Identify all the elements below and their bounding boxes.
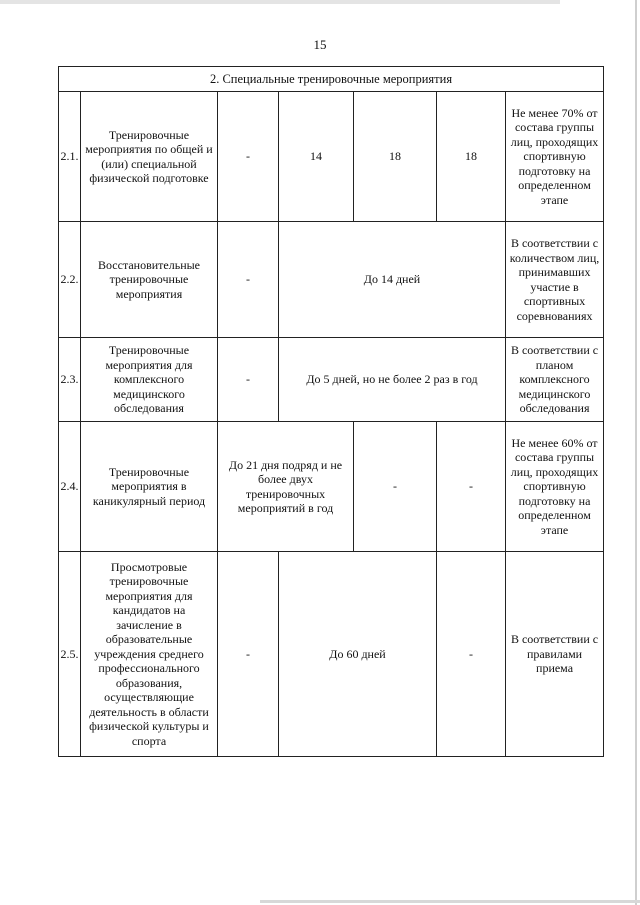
cell-value: - (218, 552, 279, 757)
event-name: Тренировочные мероприятия по общей и (или) специальной физической подготовке (81, 92, 218, 222)
table-row (59, 338, 604, 422)
cell-value: - (218, 222, 279, 338)
merged-duration-cell: До 14 дней (279, 222, 506, 338)
row-number: 2.2. (59, 222, 81, 338)
event-name: Просмотровые тренировочные мероприятия для кандидатов на зачисление в образовательные учреждения среднего профессионального образования, осуществляющие деятельность в области физической культуры и спорта (81, 552, 218, 757)
table-row (59, 222, 604, 338)
scan-edge-right (635, 0, 637, 905)
training-events-table (58, 66, 604, 757)
row-number: 2.3. (59, 338, 81, 422)
merged-duration-cell: До 60 дней (279, 552, 437, 757)
section-header-row (59, 67, 604, 92)
event-note: Не менее 70% от состава группы лиц, проходящих спортивную подготовку на определенном этапе (506, 92, 604, 222)
row-number: 2.5. (59, 552, 81, 757)
row-number: 2.1. (59, 92, 81, 222)
event-name: Тренировочные мероприятия для комплексного медицинского обследования (81, 338, 218, 422)
row-number: 2.4. (59, 422, 81, 552)
page-number: 15 (313, 37, 327, 52)
cell-value: - (218, 92, 279, 222)
event-note: В соответствии с количеством лиц, принимавших участие в спортивных соревнованиях (506, 222, 604, 338)
event-note: В соответствии с правилами приема (506, 552, 604, 757)
cell-value: 14 (279, 92, 354, 222)
merged-duration-cell: До 21 дня подряд и не более двух тренировочных мероприятий в год (218, 422, 354, 552)
cell-value: - (437, 552, 506, 757)
table-row (59, 552, 604, 757)
scan-edge-top (0, 0, 560, 4)
section-title: 2. Специальные тренировочные мероприятия (59, 67, 604, 92)
event-name: Восстановительные тренировочные мероприятия (81, 222, 218, 338)
event-note: Не менее 60% от состава группы лиц, проходящих спортивную подготовку на определенном этапе (506, 422, 604, 552)
event-note: В соответствии с планом комплексного медицинского обследования (506, 338, 604, 422)
scan-edge-bottom (260, 900, 640, 903)
cell-value: - (437, 422, 506, 552)
cell-value: 18 (354, 92, 437, 222)
cell-value: 18 (437, 92, 506, 222)
event-name: Тренировочные мероприятия в каникулярный период (81, 422, 218, 552)
table-row (59, 92, 604, 222)
cell-value: - (354, 422, 437, 552)
merged-duration-cell: До 5 дней, но не более 2 раз в год (279, 338, 506, 422)
cell-value: - (218, 338, 279, 422)
table-row (59, 422, 604, 552)
